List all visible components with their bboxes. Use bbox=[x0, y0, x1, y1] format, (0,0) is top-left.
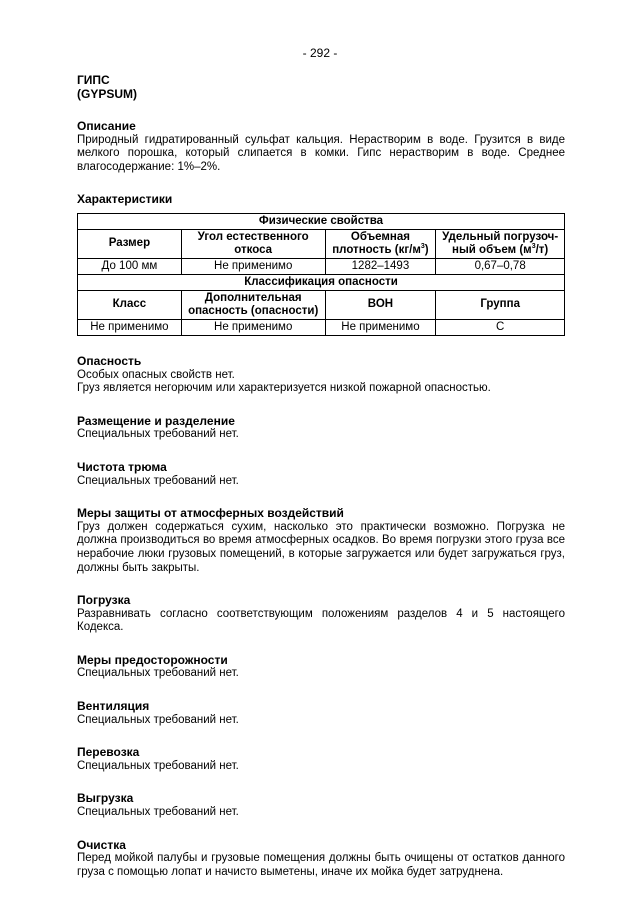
cargo-title-en: (GYPSUM) bbox=[77, 87, 137, 101]
val-group: С bbox=[436, 319, 565, 335]
val-angle: Не применимо bbox=[181, 258, 325, 274]
ventilation-section bbox=[77, 700, 565, 727]
val-density: 1282–1493 bbox=[325, 258, 436, 274]
precautions-text: Специальных требований нет. bbox=[77, 667, 239, 680]
hazard-section bbox=[77, 355, 565, 396]
cargo-title-ru: ГИПС bbox=[77, 73, 110, 87]
clean-up-text: Перед мойкой палубы и грузовые помещения должны быть очищены от остатков данного груза с помощью лопат и начисто выметены, иначе их мойка будет затруднена. bbox=[77, 852, 565, 878]
properties-table bbox=[77, 213, 565, 336]
col-size-header: Размер bbox=[78, 229, 182, 258]
ventilation-heading: Вентиляция bbox=[77, 699, 150, 714]
col-class-header: Класс bbox=[78, 290, 182, 319]
col-mhb-header: ВОН bbox=[325, 290, 436, 319]
hazard-heading: Опасность bbox=[77, 353, 142, 368]
loading-heading: Погрузка bbox=[77, 593, 131, 608]
description-text: Природный гидратированный сульфат кальция. Нерастворим в воде. Грузится в виде мелкого порошка, который слипается в комки. Гипс нерастворим в воде. Среднее влагосодержание: 1%–2%. bbox=[77, 133, 565, 173]
carriage-section bbox=[77, 746, 565, 773]
characteristics-heading: Характеристики bbox=[77, 192, 173, 207]
carriage-text: Специальных требований нет. bbox=[77, 759, 239, 772]
precautions-section bbox=[77, 654, 565, 681]
clean-up-section bbox=[77, 839, 565, 880]
page-number: - 292 - bbox=[302, 46, 338, 60]
ventilation-text: Специальных требований нет. bbox=[77, 713, 239, 726]
table-row bbox=[78, 213, 565, 229]
stowage-segregation-section bbox=[77, 415, 565, 442]
hazard-line: Особых опасных свойств нет. bbox=[77, 368, 235, 381]
table-row bbox=[78, 319, 565, 335]
val-mhb: Не применимо bbox=[325, 319, 436, 335]
val-stowage: 0,67–0,78 bbox=[436, 258, 565, 274]
hazard-classification-header: Классификация опасности bbox=[78, 274, 565, 290]
hazard-line: Груз является негорючим или характеризуется низкой пожарной опасностью. bbox=[77, 382, 491, 395]
col-density-header: Объемная плотность $(кг/м^3)$ bbox=[325, 229, 436, 258]
description-section bbox=[77, 120, 565, 174]
discharge-text: Специальных требований нет. bbox=[77, 806, 239, 819]
hold-cleanliness-heading: Чистота трюма bbox=[77, 459, 167, 474]
characteristics-section bbox=[77, 193, 565, 336]
physical-properties-header: Физические свойства bbox=[78, 213, 565, 229]
weather-precautions-section bbox=[77, 507, 565, 575]
weather-precautions-text: Груз должен содержаться сухим, насколько это практически возможно. Погрузка не должна производиться во время атмосферных осадков. Во время погрузки этого груза все нерабочие люки грузовых помещений, в которые загружается или будет загружаться груз, должны быть закрыты. bbox=[77, 520, 565, 574]
discharge-section bbox=[77, 792, 565, 819]
val-class: Не применимо bbox=[78, 319, 182, 335]
hold-cleanliness-section bbox=[77, 461, 565, 488]
carriage-heading: Перевозка bbox=[77, 745, 140, 760]
table-row bbox=[78, 229, 565, 258]
clean-up-heading: Очистка bbox=[77, 837, 126, 852]
hold-cleanliness-text: Специальных требований нет. bbox=[77, 474, 239, 487]
description-heading: Описание bbox=[77, 119, 136, 133]
val-subsidiary: Не применимо bbox=[181, 319, 325, 335]
col-angle-header: Угол естественного откоса bbox=[181, 229, 325, 258]
table-row bbox=[78, 290, 565, 319]
loading-section bbox=[77, 594, 565, 635]
table-row bbox=[78, 258, 565, 274]
weather-precautions-heading: Меры защиты от атмосферных воздействий bbox=[77, 506, 344, 521]
document-body bbox=[77, 73, 565, 879]
val-size: До 100 мм bbox=[78, 258, 182, 274]
col-stowage-header: Удельный погрузоч-ный объем $(м^3/т)$ bbox=[436, 229, 565, 258]
loading-text: Разравнивать согласно соответствующим положениям разделов 4 и 5 настоящего Кодекса. bbox=[77, 607, 565, 634]
col-subsidiary-header: Дополнительная опасность (опасности) bbox=[181, 290, 325, 319]
table-row bbox=[78, 274, 565, 290]
precautions-heading: Меры предосторожности bbox=[77, 652, 228, 667]
discharge-heading: Выгрузка bbox=[77, 791, 134, 806]
stowage-segregation-heading: Размещение и разделение bbox=[77, 413, 235, 428]
col-group-header: Группа bbox=[436, 290, 565, 319]
stowage-segregation-text: Специальных требований нет. bbox=[77, 428, 239, 441]
